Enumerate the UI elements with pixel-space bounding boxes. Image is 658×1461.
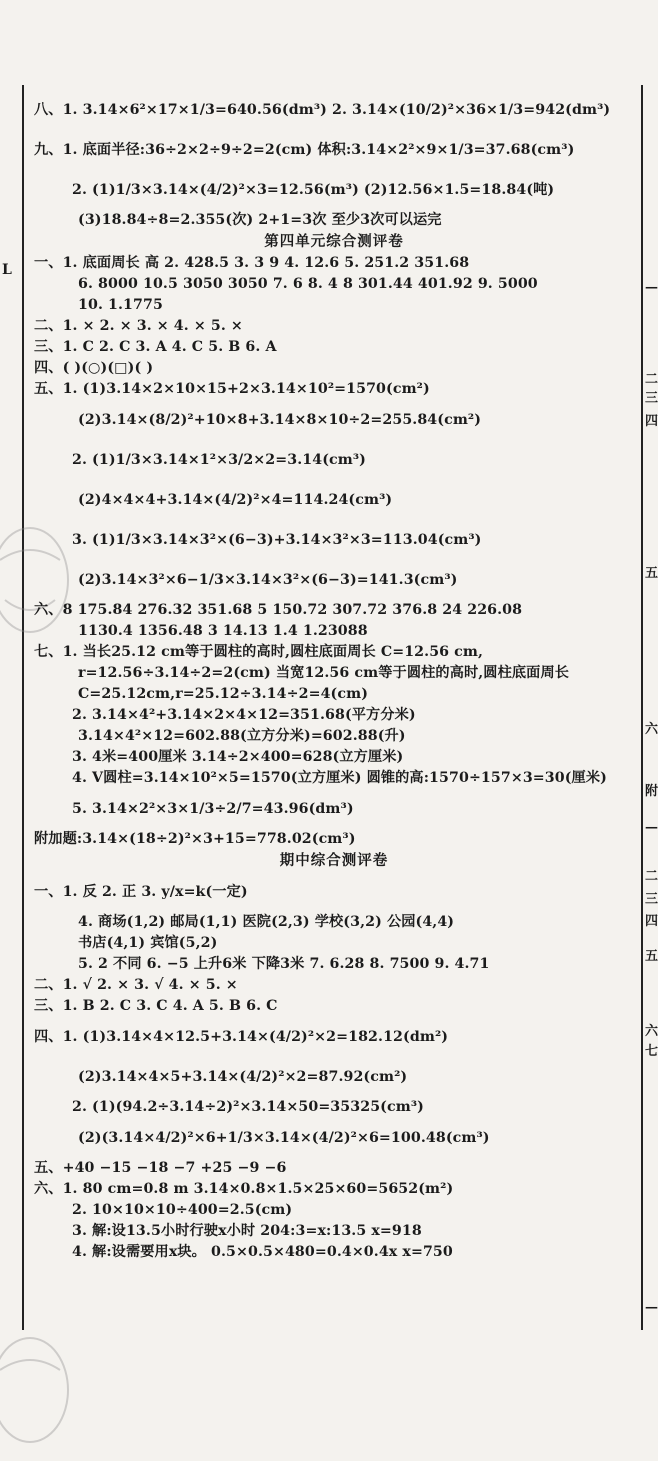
answer-line: 四、1. (1)3.14×4×12.5+3.14×(4/2)²×2=182.12(dm²) xyxy=(34,1029,449,1045)
answer-line: (2)4×4×4+3.14×(4/2)²×4=114.24(cm³) xyxy=(78,492,393,508)
answer-line: 三、1. B 2. C 3. C 4. A 5. B 6. C xyxy=(34,998,278,1014)
answer-line: (2)3.14×4×5+3.14×(4/2)²×2=87.92(cm²) xyxy=(78,1069,408,1085)
section-title: 第四单元综合测评卷 xyxy=(264,233,404,250)
answer-line: 4. V圆柱=3.14×10²×5=1570(立方厘米) 圆锥的高:1570÷157×3=30(厘米) xyxy=(72,770,607,786)
answer-line: 1130.4 1356.48 3 14.13 1.4 1.23088 xyxy=(78,623,368,639)
answer-line: (2)(3.14×4/2)²×6+1/3×3.14×(4/2)²×6=100.48(cm³) xyxy=(78,1130,490,1146)
right-margin-mark: 二 xyxy=(645,372,658,387)
answer-key-column xyxy=(34,90,634,1263)
answer-line: 2. (1)(94.2÷3.14÷2)²×3.14×50=35325(cm³) xyxy=(72,1099,424,1115)
left-margin-mark: L xyxy=(2,262,12,278)
answer-line: C=25.12cm,r=25.12÷3.14÷2=4(cm) xyxy=(78,686,369,702)
right-margin-mark: 七 xyxy=(645,1044,658,1059)
right-margin-mark: 二 xyxy=(645,869,658,884)
answer-line: 四、( )(○)(□)( ) xyxy=(34,360,154,376)
right-margin-mark: 三 xyxy=(645,391,658,406)
answer-line: 五、1. (1)3.14×2×10×15+2×3.14×10²=1570(cm²) xyxy=(34,381,430,397)
answer-line: (2)3.14×3²×6−1/3×3.14×3²×(6−3)=141.3(cm³) xyxy=(78,572,458,588)
right-margin-mark: 六 xyxy=(645,722,658,737)
right-margin-mark: 五 xyxy=(645,949,658,964)
answer-line: 2. (1)1/3×3.14×(4/2)²×3=12.56(m³) (2)12.56×1.5=18.84(吨) xyxy=(72,182,555,198)
answer-line: 六、1. 80 cm=0.8 m 3.14×0.8×1.5×25×60=5652(m²) xyxy=(34,1181,454,1197)
right-margin-mark: — xyxy=(645,280,658,295)
answer-line: 二、1. √ 2. × 3. √ 4. × 5. × xyxy=(34,977,238,993)
answer-line: 书店(4,1) 宾馆(5,2) xyxy=(78,935,218,951)
left-margin-rule xyxy=(22,85,24,1330)
right-margin-mark: 三 xyxy=(645,892,658,907)
answer-line: 2. 10×10×10÷400=2.5(cm) xyxy=(72,1202,293,1218)
answer-line: 3. (1)1/3×3.14×3²×(6−3)+3.14×3²×3=113.04(cm³) xyxy=(72,532,482,548)
right-margin-mark: — xyxy=(645,1300,658,1315)
answer-line: 一、1. 底面周长 高 2. 428.5 3. 3 9 4. 12.6 5. 251.2 351.68 xyxy=(34,255,470,271)
answer-line: 3. 解:设13.5小时行驶x小时 204:3=x:13.5 x=918 xyxy=(72,1223,422,1239)
answer-line: 九、1. 底面半径:36÷2×2÷9÷2=2(cm) 体积:3.14×2²×9×1/3=37.68(cm³) xyxy=(34,142,575,158)
answer-line: 一、1. 反 2. 正 3. y/x=k(一定) xyxy=(34,884,248,900)
answer-line: 附加题:3.14×(18÷2)²×3+15=778.02(cm³) xyxy=(34,831,356,847)
answer-line: 10. 1.1775 xyxy=(78,297,163,313)
answer-line: (2)3.14×(8/2)²+10×8+3.14×8×10÷2=255.84(cm²) xyxy=(78,412,482,428)
answer-line: 五、+40 −15 −18 −7 +25 −9 −6 xyxy=(34,1160,287,1176)
right-margin-mark: 四 xyxy=(645,414,658,429)
answer-line: 二、1. × 2. × 3. × 4. × 5. × xyxy=(34,318,243,334)
answer-line: (3)18.84÷8=2.355(次) 2+1=3次 至少3次可以运完 xyxy=(78,212,442,228)
right-margin-mark: 六 xyxy=(645,1024,658,1039)
answer-line: r=12.56÷3.14÷2=2(cm) 当宽12.56 cm等于圆柱的高时,圆柱底面周长 xyxy=(78,665,570,681)
answer-line: 三、1. C 2. C 3. A 4. C 5. B 6. A xyxy=(34,339,277,355)
answer-line: 5. 3.14×2²×3×1/3÷2/7=43.96(dm³) xyxy=(72,801,354,817)
right-margin-mark: 四 xyxy=(645,914,658,929)
answer-line: 4. 商场(1,2) 邮局(1,1) 医院(2,3) 学校(3,2) 公园(4,4) xyxy=(78,914,455,930)
right-margin-mark: 附 xyxy=(645,784,658,799)
right-margin-rule xyxy=(641,85,643,1330)
section-title: 期中综合测评卷 xyxy=(279,852,389,869)
answer-line: 3.14×4²×12=602.88(立方分米)=602.88(升) xyxy=(78,728,406,744)
answer-line: 6. 8000 10.5 3050 3050 7. 6 8. 4 8 301.44 401.92 9. 5000 xyxy=(78,276,538,292)
answer-line: 4. 解:设需要用x块。 0.5×0.5×480=0.4×0.4x x=750 xyxy=(72,1244,453,1260)
answer-line: 5. 2 不同 6. −5 上升6米 下降3米 7. 6.28 8. 7500 9. 4.71 xyxy=(78,956,490,972)
answer-line: 七、1. 当长25.12 cm等于圆柱的高时,圆柱底面周长 C=12.56 cm, xyxy=(34,644,484,660)
answer-line: 2. (1)1/3×3.14×1²×3/2×2=3.14(cm³) xyxy=(72,452,366,468)
watermark-stamp xyxy=(0,1330,80,1450)
answer-line: 2. 3.14×4²+3.14×2×4×12=351.68(平方分米) xyxy=(72,707,416,723)
answer-line: 3. 4米=400厘米 3.14÷2×400=628(立方厘米) xyxy=(72,749,404,765)
right-margin-mark: 五 xyxy=(645,566,658,581)
answer-line: 八、1. 3.14×6²×17×1/3=640.56(dm³) 2. 3.14×(10/2)²×36×1/3=942(dm³) xyxy=(34,102,611,118)
answer-line: 六、8 175.84 276.32 351.68 5 150.72 307.72 376.8 24 226.08 xyxy=(34,602,523,618)
right-margin-mark: — xyxy=(645,820,658,835)
